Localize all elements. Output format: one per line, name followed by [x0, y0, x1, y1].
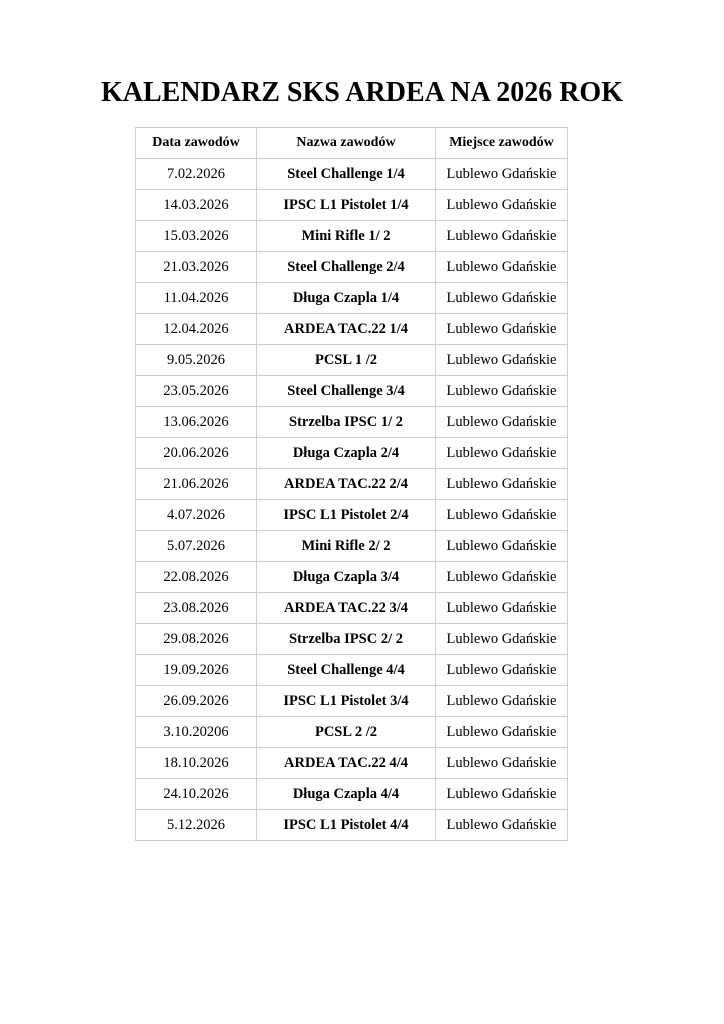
cell-date: 5.12.2026 [136, 810, 257, 841]
cell-event-name: IPSC L1 Pistolet 2/4 [257, 500, 436, 531]
cell-event-name: ARDEA TAC.22 1/4 [257, 314, 436, 345]
cell-date: 7.02.2026 [136, 159, 257, 190]
cell-place: Lublewo Gdańskie [436, 500, 568, 531]
cell-place: Lublewo Gdańskie [436, 221, 568, 252]
cell-event-name: PCSL 2 /2 [257, 717, 436, 748]
cell-date: 26.09.2026 [136, 686, 257, 717]
cell-date: 21.06.2026 [136, 469, 257, 500]
cell-event-name: Mini Rifle 2/ 2 [257, 531, 436, 562]
cell-date: 24.10.2026 [136, 779, 257, 810]
cell-date: 15.03.2026 [136, 221, 257, 252]
column-header-name: Nazwa zawodów [257, 128, 436, 159]
table-body [136, 159, 568, 841]
table-row [136, 624, 568, 655]
cell-date: 9.05.2026 [136, 345, 257, 376]
cell-event-name: Mini Rifle 1/ 2 [257, 221, 436, 252]
table-row [136, 283, 568, 314]
cell-event-name: Steel Challenge 1/4 [257, 159, 436, 190]
cell-place: Lublewo Gdańskie [436, 190, 568, 221]
cell-place: Lublewo Gdańskie [436, 283, 568, 314]
cell-place: Lublewo Gdańskie [436, 655, 568, 686]
table-row [136, 314, 568, 345]
cell-place: Lublewo Gdańskie [436, 407, 568, 438]
cell-place: Lublewo Gdańskie [436, 810, 568, 841]
cell-event-name: Długa Czapla 4/4 [257, 779, 436, 810]
cell-place: Lublewo Gdańskie [436, 469, 568, 500]
table-row [136, 655, 568, 686]
cell-event-name: Steel Challenge 4/4 [257, 655, 436, 686]
cell-date: 11.04.2026 [136, 283, 257, 314]
cell-date: 13.06.2026 [136, 407, 257, 438]
table-row [136, 717, 568, 748]
table-row [136, 469, 568, 500]
cell-event-name: Długa Czapla 2/4 [257, 438, 436, 469]
column-header-date: Data zawodów [136, 128, 257, 159]
cell-event-name: Strzelba IPSC 1/ 2 [257, 407, 436, 438]
table-row [136, 810, 568, 841]
cell-event-name: Steel Challenge 2/4 [257, 252, 436, 283]
table-row [136, 779, 568, 810]
table-row [136, 500, 568, 531]
cell-place: Lublewo Gdańskie [436, 717, 568, 748]
table-row [136, 438, 568, 469]
table-row [136, 748, 568, 779]
cell-event-name: Steel Challenge 3/4 [257, 376, 436, 407]
cell-date: 5.07.2026 [136, 531, 257, 562]
cell-date: 29.08.2026 [136, 624, 257, 655]
table-header-row [136, 128, 568, 159]
cell-place: Lublewo Gdańskie [436, 748, 568, 779]
cell-event-name: Długa Czapla 1/4 [257, 283, 436, 314]
cell-date: 3.10.20206 [136, 717, 257, 748]
table-row [136, 190, 568, 221]
cell-place: Lublewo Gdańskie [436, 252, 568, 283]
cell-place: Lublewo Gdańskie [436, 593, 568, 624]
table-row [136, 407, 568, 438]
cell-date: 23.05.2026 [136, 376, 257, 407]
cell-event-name: Długa Czapla 3/4 [257, 562, 436, 593]
table-row [136, 562, 568, 593]
cell-date: 4.07.2026 [136, 500, 257, 531]
table-row [136, 221, 568, 252]
cell-date: 22.08.2026 [136, 562, 257, 593]
cell-place: Lublewo Gdańskie [436, 624, 568, 655]
table-row [136, 531, 568, 562]
table-row [136, 159, 568, 190]
page-title: KALENDARZ SKS ARDEA NA 2026 ROK [101, 77, 623, 108]
cell-place: Lublewo Gdańskie [436, 159, 568, 190]
cell-event-name: ARDEA TAC.22 2/4 [257, 469, 436, 500]
cell-place: Lublewo Gdańskie [436, 562, 568, 593]
cell-date: 20.06.2026 [136, 438, 257, 469]
cell-place: Lublewo Gdańskie [436, 376, 568, 407]
cell-place: Lublewo Gdańskie [436, 686, 568, 717]
column-header-place: Miejsce zawodów [436, 128, 568, 159]
cell-event-name: ARDEA TAC.22 3/4 [257, 593, 436, 624]
cell-date: 19.09.2026 [136, 655, 257, 686]
table-row [136, 345, 568, 376]
cell-date: 18.10.2026 [136, 748, 257, 779]
cell-place: Lublewo Gdańskie [436, 314, 568, 345]
cell-place: Lublewo Gdańskie [436, 345, 568, 376]
table-row [136, 686, 568, 717]
cell-place: Lublewo Gdańskie [436, 438, 568, 469]
cell-date: 21.03.2026 [136, 252, 257, 283]
cell-date: 23.08.2026 [136, 593, 257, 624]
cell-place: Lublewo Gdańskie [436, 531, 568, 562]
table-row [136, 593, 568, 624]
cell-event-name: IPSC L1 Pistolet 3/4 [257, 686, 436, 717]
table-row [136, 252, 568, 283]
calendar-table [135, 127, 568, 841]
table-row [136, 376, 568, 407]
cell-event-name: IPSC L1 Pistolet 4/4 [257, 810, 436, 841]
cell-date: 12.04.2026 [136, 314, 257, 345]
cell-date: 14.03.2026 [136, 190, 257, 221]
cell-event-name: IPSC L1 Pistolet 1/4 [257, 190, 436, 221]
cell-place: Lublewo Gdańskie [436, 779, 568, 810]
cell-event-name: PCSL 1 /2 [257, 345, 436, 376]
cell-event-name: ARDEA TAC.22 4/4 [257, 748, 436, 779]
cell-event-name: Strzelba IPSC 2/ 2 [257, 624, 436, 655]
